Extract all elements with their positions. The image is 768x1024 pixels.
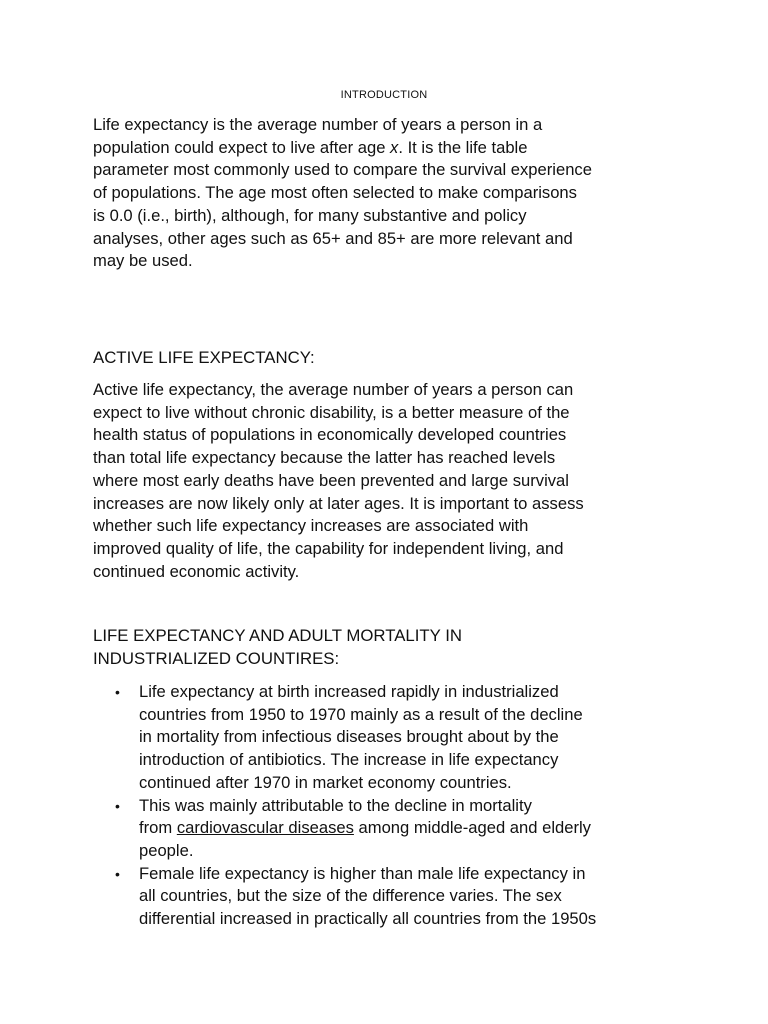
bullet-icon: • — [115, 865, 120, 882]
intro-line-2-post: . It is the life table — [398, 137, 528, 157]
bullet-3-line-2: all countries, but the size of the difference varies. The sex — [139, 886, 562, 906]
active-line-8: improved quality of life, the capability for independent living, and — [93, 538, 564, 558]
age-variable: x — [390, 137, 399, 157]
intro-heading: INTRODUCTION — [340, 89, 428, 101]
intro-line-1: Life expectancy is the average number of years a person in a — [93, 115, 543, 134]
active-line-1: Active life expectancy, the average number of years a person can — [93, 380, 574, 399]
active-line-3: health status of populations in economically developed countries — [93, 425, 567, 445]
bullet-2-line-2-pre: from — [139, 818, 177, 838]
list-item — [93, 681, 693, 795]
intro-line-5: is 0.0 (i.e., birth), although, for many substantive and policy — [93, 205, 527, 225]
active-line-7: whether such life expectancy increases are associated with — [93, 516, 529, 536]
mortality-heading-line-1: LIFE EXPECTANCY AND ADULT MORTALITY IN — [93, 626, 462, 645]
bullet-1-line-4: introduction of antibiotics. The increase in life expectancy — [139, 750, 559, 770]
active-line-9: continued economic activity. — [93, 561, 300, 581]
bullet-2-line-2-post: among middle-aged and elderly — [353, 818, 591, 838]
bullet-icon: • — [115, 797, 120, 814]
intro-line-2-pre: population could expect to live after age — [93, 137, 391, 157]
active-life-expectancy-heading: ACTIVE LIFE EXPECTANCY: — [93, 348, 315, 367]
bullet-2-line-1: This was mainly attributable to the decline in mortality — [139, 795, 532, 815]
list-item — [93, 863, 693, 931]
bullet-1-line-3: in mortality from infectious diseases brought about by the — [139, 727, 559, 747]
document-page — [93, 0, 693, 1024]
bullet-2-line-3: people. — [139, 840, 194, 860]
cardiovascular-diseases-link[interactable]: cardiovascular diseases — [176, 818, 354, 838]
intro-line-6: analyses, other ages such as 65+ and 85+ are more relevant and — [93, 228, 573, 248]
bullet-icon: • — [115, 684, 120, 700]
intro-line-7: may be used. — [93, 251, 193, 271]
intro-paragraph — [93, 114, 693, 273]
active-line-2: expect to live without chronic disability, is a better measure of the — [93, 402, 570, 422]
intro-line-2 — [93, 137, 693, 160]
mortality-bullet-list — [93, 681, 693, 931]
active-line-6: increases are now likely only at later ages. It is important to assess — [93, 493, 584, 513]
active-line-5: where most early deaths have been prevented and large survival — [93, 470, 569, 490]
mortality-heading — [93, 625, 693, 670]
intro-line-3: parameter most commonly used to compare the survival experience — [93, 160, 592, 180]
bullet-3-line-3: differential increased in practically all countries from the 1950s — [139, 909, 597, 929]
bullet-3-line-1: Female life expectancy is higher than male life expectancy in — [139, 863, 586, 883]
bullet-1-line-5: continued after 1970 in market economy countries. — [139, 772, 512, 792]
bullet-2-line-2 — [139, 817, 693, 840]
bullet-1-line-2: countries from 1950 to 1970 mainly as a result of the decline — [139, 704, 583, 724]
list-item — [93, 795, 693, 863]
intro-line-4: of populations. The age most often selected to make comparisons — [93, 183, 577, 203]
mortality-heading-line-2: INDUSTRIALIZED COUNTIRES: — [93, 648, 340, 668]
active-paragraph — [93, 379, 693, 583]
bullet-1-line-1: Life expectancy at birth increased rapidly in industrialized — [139, 682, 559, 701]
active-line-4: than total life expectancy because the latter has reached levels — [93, 448, 556, 468]
